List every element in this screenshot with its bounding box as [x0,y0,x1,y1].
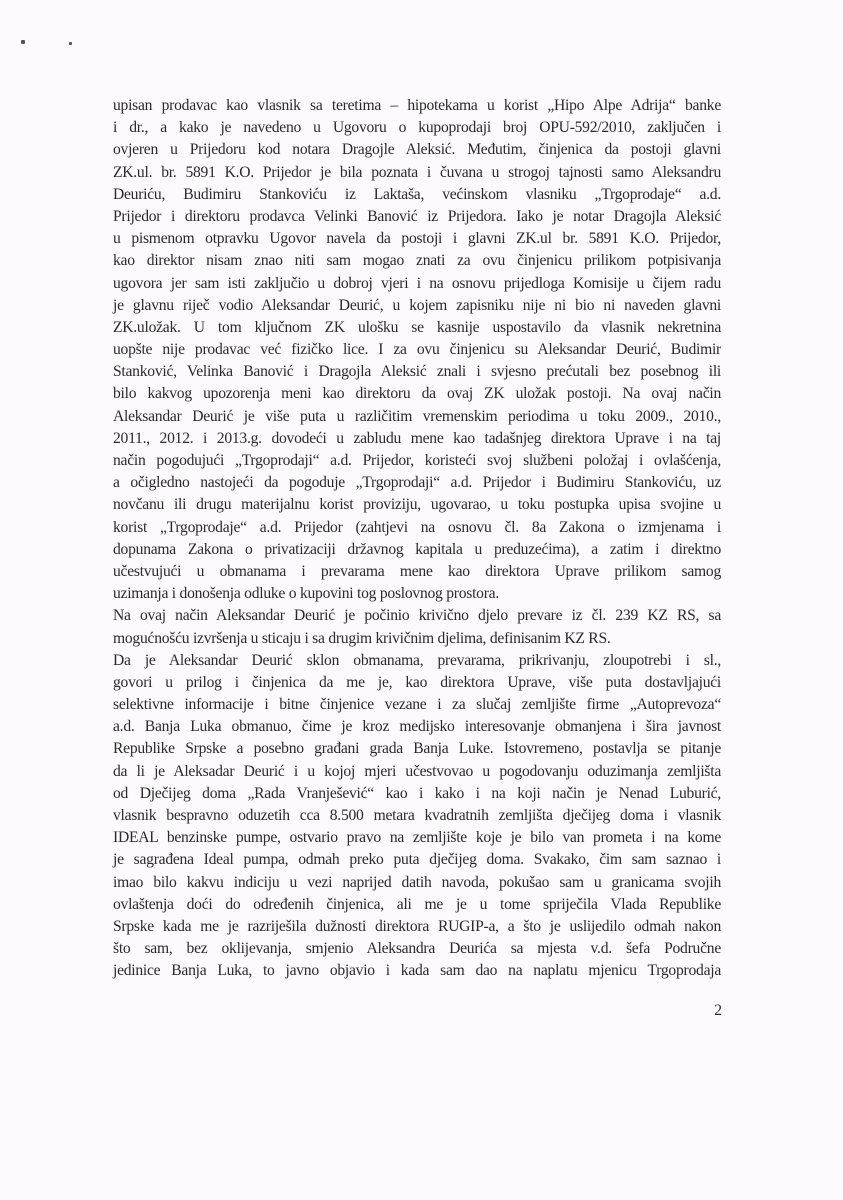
text-line: što sam, bez oklijevanja, smjenio Aleksandra Deurića sa mjesta v.d. šefa Područne [113,940,721,958]
text-line: Aleksandar Deurić je više puta u različitim vremenskim periodima u toku 2009., 2010., [113,407,721,425]
text-line: Stanković, Velinka Banović i Dragojla Aleksić znali i svjesno prećutali bez posebnog ili [113,363,721,381]
text-line: bilo kakvog upozorenja meni kao direktoru da ovaj ZK uložak postoji. Na ovaj način [113,385,721,403]
text-line: Republike Srpske a posebno građani grada Banja Luke. Istovremeno, postavlja se pitanje [113,740,721,758]
text-line: a očigledno nastojeći da pogoduje „Trgoprodaji“ a.d. Prijedor i Budimiru Stankoviću, uz [113,474,721,492]
text-line: i dr., a kako je navedeno u Ugovoru o kupoprodaji broj OPU-592/2010, zaključen i [113,119,721,137]
text-line: je sagrađena Ideal pumpa, odmah preko puta dječijeg doma. Svakako, čim sam saznao i [113,851,721,869]
text-line: korist „Trgoprodaje“ a.d. Prijedor (zahtjevi na osnovu čl. 8a Zakona o izmjenama i [113,518,721,536]
text-line: govori u prilog i činjenica da me je, kao direktora Uprave, više puta dostavljajući [113,673,721,691]
text-line: mogućnošću izvršenja u sticaju i sa drugim krivičnim djelima, definisanim KZ RS. [113,629,611,647]
text-line: 2011., 2012. i 2013.g. dovodeći u zabludu mene kao tadašnjeg direktora Uprave i na taj [113,429,721,447]
text-line: Da je Aleksandar Deurić sklon obmanama, prevarama, prikrivanju, zloupotrebi i sl., [113,651,721,669]
text-line: dopunama Zakona o privatizaciji državnog kapitala u preduzećima), a zatim i direktno [113,540,721,558]
text-line: novčanu ili drugu materijalnu korist proviziju, ugovarao, u toku postupka upisa svojine u [113,496,721,514]
text-line: od Dječijeg doma „Rada Vranješević“ kao i kako i na koji način je Nenad Luburić, [113,784,721,802]
text-line: Deuriću, Budimiru Stankoviću iz Laktaša, većinskom vlasniku „Trgoprodaje“ a.d. [113,185,721,203]
text-line: vlasnik bespravno oduzetih cca 8.500 metara kvadratnih zemljišta dječijeg doma i vlasnik [113,807,721,824]
text-line: ugovora jer sam isti zaključio u dobroj vjeri i na osnovu prijedloga Komisije u čijem radu [113,274,721,292]
text-line: uzimanja i donošenja odluke o kupovini tog poslovnog prostora. [113,585,499,603]
text-line: ovjeren u Prijedoru kod notara Dragojle Aleksić. Međutim, činjenica da postoji glavni [113,141,721,159]
text-line: jedinice Banja Luka, to javno objavio i kada sam dao na naplatu mjenicu Trgoprodaja [113,962,721,980]
text-line: da li je Aleksadar Deurić i u kojoj mjeri učestvovao u pogodovanju oduzimanja zemljišta [113,762,721,780]
text-line: upisan prodavac kao vlasnik sa teretima – hipotekama u korist „Hipo Alpe Adrija“ banke [113,97,721,114]
text-line: a.d. Banja Luka obmanuo, čime je kroz medijsko interesovanje obmanjena i šira javnost [113,718,721,736]
text-line: selektivne informacije i bitne činjenice vezane i za slučaj zemljište firme „Autoprevoza“ [113,696,721,714]
body-text [113,95,721,983]
text-line: uopšte nije prodavac već fizičko lice. I za ovu činjenicu su Aleksandar Deurić, Budimir [113,341,721,359]
text-line: način pogodujući „Trgoprodaji“ a.d. Prijedor, koristeći svoj službeni položaj i ovlašćenja, [113,452,721,469]
text-line: imao bilo kakvu indiciju u vezi naprijed datih navoda, pokušao sam u granicama svojih [113,873,721,891]
text-line: ZK.ul. br. 5891 K.O. Prijedor je bila poznata i čuvana u strogoj tajnosti samo Aleksandru [113,163,721,181]
text-line: Srpske kada me je razriješila dužnosti direktora RUGIP-a, a što je uslijedilo odmah nakon [113,917,721,935]
scan-speck [69,42,72,45]
text-line: Prijedor i direktoru prodavca Velinki Banović iz Prijedora. Iako je notar Dragojla Aleksić [113,207,721,225]
text-line: u pismenom otpravku Ugovor navela da postoji i glavni ZK.ul br. 5891 K.O. Prijedor, [113,230,721,248]
text-line: kao direktor nisam znao niti sam mogao znati za ovu činjenicu prilikom potpisivanja [113,252,721,270]
text-line: je glavnu riječ vodio Aleksandar Deurić, u kojem zapisniku nije ni bio ni naveden glavni [113,296,721,314]
text-line: ZK.uložak. U tom ključnom ZK ulošku se kasnije uspostavilo da vlasnik nekretnina [113,318,721,336]
text-line: IDEAL benzinske pumpe, ostvario pravo na zemljište koje je bilo van prometa i na kome [113,829,721,847]
text-line: ovlaštenja doći do određenih činjenica, ali me je u tome spriječila Vlada Republike [113,895,721,913]
text-line: Na ovaj način Aleksandar Deurić je počinio krivično djelo prevare iz čl. 239 KZ RS, sa [113,607,721,625]
text-line: učestvujući u obmanama i prevarama mene kao direktora Uprave prilikom samog [113,562,721,580]
scan-speck [21,40,25,44]
page-number: 2 [714,1002,722,1019]
